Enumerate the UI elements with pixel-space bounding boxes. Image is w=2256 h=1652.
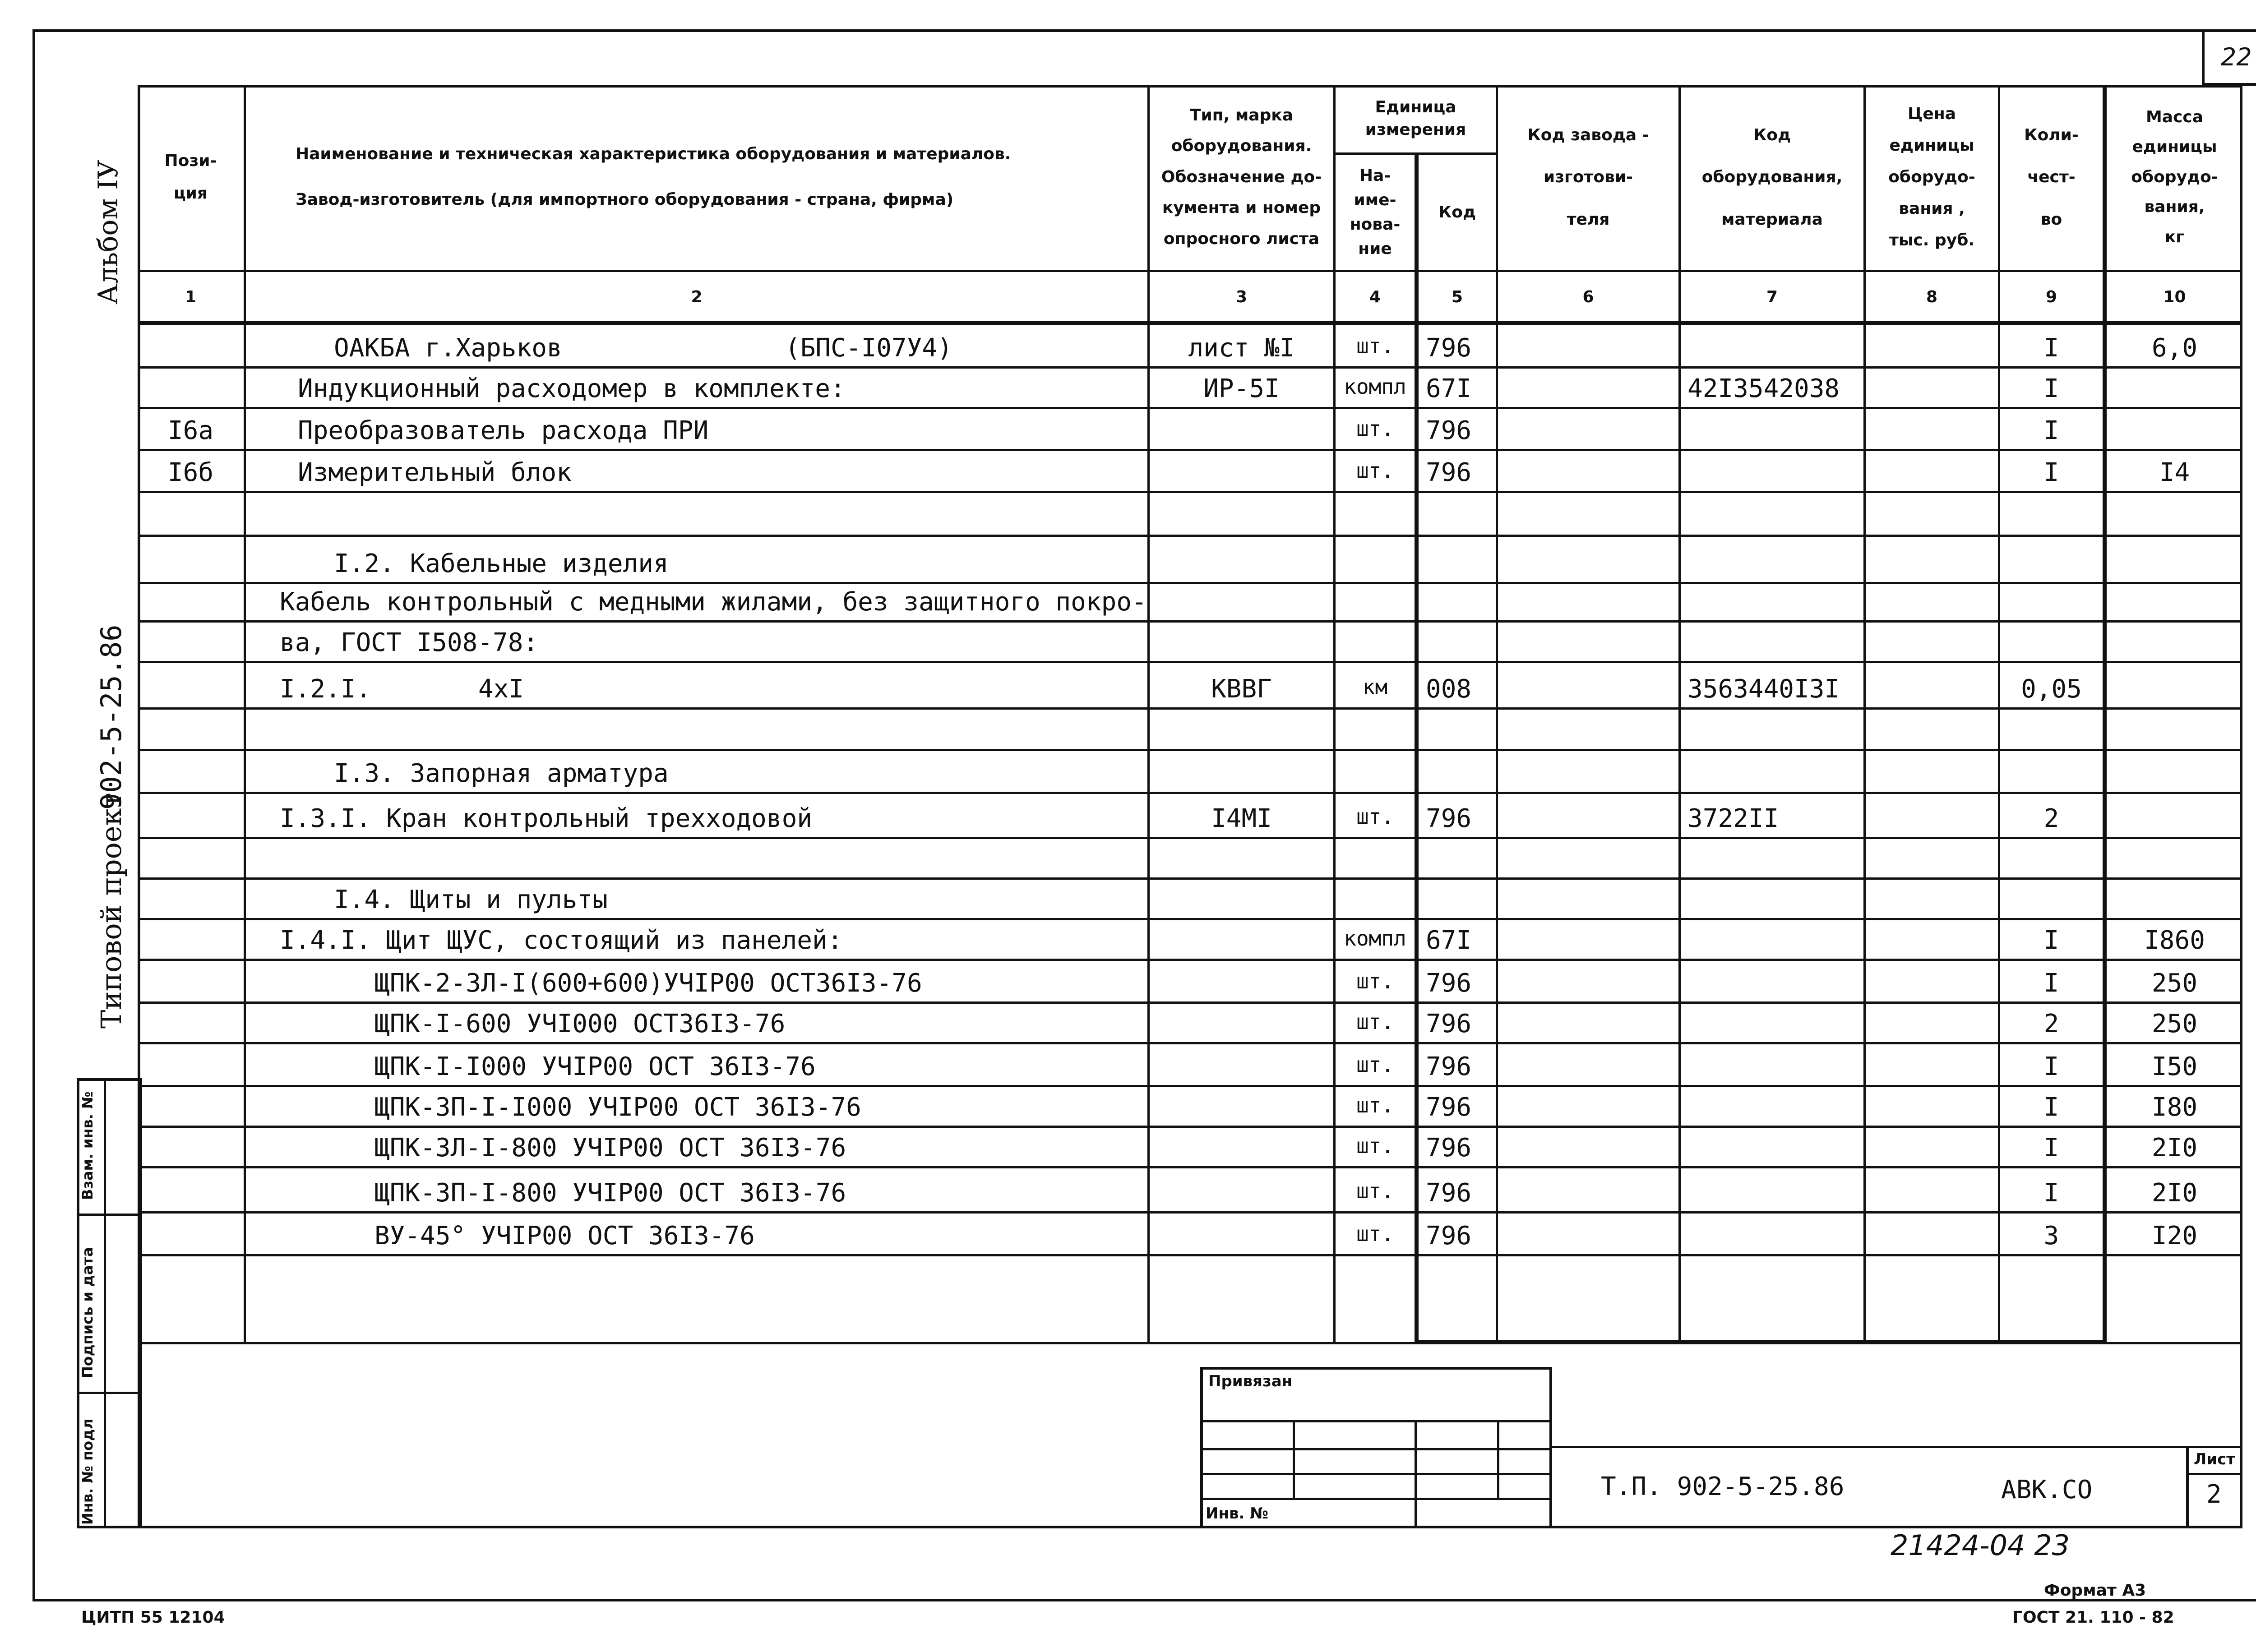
cell-name: I.3.I. Кран контрольный трехходовой <box>280 804 813 833</box>
cell-name: ЩПК-3Л-I-800 УЧIР00 ОСТ 36I3-76 <box>374 1133 846 1163</box>
privyazan-line-2 <box>1200 1448 1552 1450</box>
colnum-2: 2 <box>691 288 703 306</box>
col-line-7 <box>1863 85 1866 1343</box>
cell-name-extra: (БПС-I07У4) <box>785 333 952 363</box>
cell-name: Измерительный блок <box>298 458 572 487</box>
handwritten-number: 21424-04 23 <box>1891 1529 2070 1562</box>
list-number: 2 <box>2206 1480 2222 1509</box>
privyazan-line-4 <box>1200 1498 1552 1500</box>
row-divider <box>138 918 2242 920</box>
cell-mass: 250 <box>2151 969 2198 998</box>
colnum-bottom-line <box>138 321 2242 325</box>
cell-code: 796 <box>1426 1052 1472 1081</box>
cell-unit: шт. <box>1356 1052 1394 1077</box>
cell-name: ЩПК-2-3Л-I(600+600)УЧIР00 ОСТ36I3-76 <box>374 969 922 998</box>
cell-name: ВУ-45° УЧIР00 ОСТ 36I3-76 <box>374 1221 755 1251</box>
cell-qty: 0,05 <box>2021 674 2082 704</box>
cell-name: I.3. Запорная арматура <box>334 759 669 788</box>
cell-mass: 2I0 <box>2151 1178 2198 1208</box>
cell-qty: I <box>2043 1093 2059 1122</box>
cell-qty: I <box>2043 926 2059 955</box>
cell-unit: компл <box>1344 926 1406 951</box>
privyazan-vline-2 <box>1415 1420 1417 1528</box>
cell-mass: I20 <box>2151 1221 2198 1251</box>
cell-name-extra: 4хI <box>478 674 524 704</box>
cell-code: 796 <box>1426 1093 1472 1122</box>
colnum-4: 4 <box>1369 288 1381 306</box>
colnum-9: 9 <box>2045 288 2057 306</box>
cell-unit: км <box>1362 675 1388 699</box>
cell-qty: I <box>2043 1052 2059 1081</box>
doc-code: Т.П. 902-5-25.86 <box>1601 1472 1845 1501</box>
cell-qty: I <box>2043 374 2059 403</box>
row-divider <box>138 407 2242 409</box>
podpis-data-label: Подпись и дата <box>79 1247 96 1378</box>
cell-pos: I6а <box>167 416 214 445</box>
inv-no-label: Инв. № <box>1206 1504 1269 1523</box>
sheet-corner-number: 22 <box>2221 43 2252 71</box>
cell-code: 796 <box>1426 1009 1472 1038</box>
footer-citp: ЦИТП 55 12104 <box>81 1608 225 1627</box>
cell-mass: I50 <box>2151 1052 2198 1081</box>
cell-type: лист №I <box>1188 333 1295 363</box>
cell-mass: 2I0 <box>2151 1133 2198 1163</box>
cell-qty: I <box>2043 458 2059 487</box>
row-divider <box>138 1254 2242 1256</box>
cell-name: I.4.I. Щит ЩУС, состоящий из панелей: <box>280 926 843 955</box>
list-box-divider <box>2186 1473 2242 1475</box>
cell-unit: компл <box>1344 374 1406 399</box>
header-bottom-line <box>138 270 2242 272</box>
cell-type: КВВГ <box>1211 674 1272 704</box>
album-label: Альбом IУ <box>92 159 124 305</box>
cell-code: 796 <box>1426 804 1472 833</box>
col-line-9 <box>2103 85 2107 1343</box>
cell-qty: I <box>2043 1133 2059 1163</box>
header-col10: Масса единицы оборудо- вания, кг <box>2131 107 2218 246</box>
cell-mass: I4 <box>2159 458 2190 487</box>
header-col3: Тип, марка оборудования. Обозначение до- кумента и номер опросного листа <box>1161 106 1322 248</box>
row-divider <box>138 1042 2242 1044</box>
colnum-6: 6 <box>1582 288 1594 306</box>
list-label: Лист <box>2194 1450 2235 1468</box>
colnum-1: 1 <box>185 288 197 306</box>
cell-code: 796 <box>1426 1178 1472 1208</box>
cell-qty: I <box>2043 969 2059 998</box>
cell-unit: шт. <box>1356 1222 1394 1246</box>
cell-unit: шт. <box>1356 1179 1394 1203</box>
col-line-4 <box>1415 153 1419 1343</box>
cell-equip: 42I3542038 <box>1687 374 1840 403</box>
col-line-6 <box>1678 85 1681 1343</box>
header-col7: Код оборудования, материала <box>1701 125 1843 229</box>
cell-code: 796 <box>1426 458 1472 487</box>
cell-name: ЩПК-I-600 УЧI000 ОСТ36I3-76 <box>374 1009 786 1038</box>
cell-unit: шт. <box>1356 1010 1394 1034</box>
header-col1: Пози- ция <box>164 152 217 203</box>
cell-name: ЩПК-3П-I-I000 УЧIР00 ОСТ 36I3-76 <box>374 1093 861 1122</box>
cell-qty: 2 <box>2043 804 2059 833</box>
left-stamp-divider-2 <box>77 1392 142 1394</box>
doc-mark: АВК.СО <box>2001 1475 2093 1504</box>
privyazan-vline-3 <box>1497 1420 1499 1498</box>
row-divider <box>138 449 2242 451</box>
vzam-inv-label: Взам. инв. № <box>79 1091 96 1200</box>
privyazan-label: Привязан <box>1208 1372 1293 1390</box>
cell-type: I4МI <box>1211 804 1272 833</box>
body-bottom-line <box>138 1342 2242 1344</box>
row-divider <box>138 792 2242 794</box>
cell-name: I.4. Щиты и пульты <box>334 885 608 914</box>
cell-mass: I80 <box>2151 1093 2198 1122</box>
cell-qty: I <box>2043 1178 2059 1208</box>
header-col2: Наименование и техническая характеристика оборудования и материалов. Завод-изготовитель (для импортного оборудования - страна, фирма) <box>296 145 1011 209</box>
cell-unit: шт. <box>1356 804 1394 829</box>
row-divider <box>138 366 2242 369</box>
cell-unit: шт. <box>1356 416 1394 441</box>
cell-qty: I <box>2043 416 2059 445</box>
row-divider <box>138 749 2242 751</box>
cell-name: ва, ГОСТ I508-78: <box>280 628 539 657</box>
colnum-3: 3 <box>1235 288 1248 306</box>
row-divider <box>138 620 2242 623</box>
cell-unit: шт. <box>1356 969 1394 993</box>
cell-code: 796 <box>1426 1133 1472 1163</box>
left-stamp-divider-1 <box>77 1214 142 1216</box>
cell-name: Преобразователь расхода ПРИ <box>298 416 709 445</box>
row-divider <box>138 1166 2242 1168</box>
row-divider <box>138 877 2242 880</box>
project-type-label: Типовой проект <box>95 793 128 1029</box>
cell-code: 796 <box>1426 416 1472 445</box>
cell-qty: 2 <box>2043 1009 2059 1038</box>
cell-name: Индукционный расходомер в комплекте: <box>298 374 846 403</box>
cell-mass: 250 <box>2151 1009 2198 1038</box>
row-divider <box>138 1126 2242 1128</box>
privyazan-vline-1 <box>1293 1420 1295 1498</box>
cell-name: ЩПК-I-I000 УЧIР00 ОСТ 36I3-76 <box>374 1052 816 1081</box>
privyazan-line-1 <box>1200 1420 1552 1422</box>
header-col5: Код <box>1438 203 1476 221</box>
cell-unit: шт. <box>1356 1134 1394 1158</box>
cell-name: ОАКБА г.Харьков <box>334 333 562 363</box>
cell-equip: 3722II <box>1687 804 1779 833</box>
colnum-8: 8 <box>1926 288 1938 306</box>
cell-mass: I860 <box>2144 926 2205 955</box>
cell-name: ЩПК-3П-I-800 УЧIР00 ОСТ 36I3-76 <box>374 1178 846 1208</box>
footer-gost: ГОСТ 21. 110 - 82 <box>2012 1608 2174 1627</box>
cell-code: 67I <box>1426 374 1472 403</box>
cell-qty: I <box>2043 333 2059 363</box>
cell-equip: 3563440I3I <box>1687 674 1840 704</box>
row-divider <box>138 959 2242 961</box>
header-unit-group: Единица измерения <box>1365 97 1466 139</box>
project-number-label: 902-5-25.86 <box>95 624 128 810</box>
col-line-5 <box>1496 85 1498 1343</box>
colnum-7: 7 <box>1766 288 1778 306</box>
row-divider <box>138 582 2242 584</box>
cell-code: 796 <box>1426 333 1472 363</box>
header-col4: На- име- нова- ние <box>1350 166 1401 258</box>
row-divider <box>138 491 2242 493</box>
cell-code: 67I <box>1426 926 1472 955</box>
cell-name: I.2. Кабельные изделия <box>334 549 669 578</box>
footer-format: Формат А3 <box>2044 1581 2146 1600</box>
col-line-2 <box>1147 85 1150 1343</box>
header-col9: Коли- чест- во <box>2024 125 2079 229</box>
header-col6: Код завода - изготови- теля <box>1527 125 1649 229</box>
row-divider <box>138 837 2242 839</box>
row-divider <box>138 1085 2242 1087</box>
row-divider <box>138 1001 2242 1004</box>
row-divider <box>138 707 2242 710</box>
col-line-1 <box>244 85 246 1343</box>
row-divider <box>138 1211 2242 1214</box>
cell-qty: 3 <box>2043 1221 2059 1251</box>
inv-podl-label: Инв. № подл <box>79 1418 96 1525</box>
cell-name: Кабель контрольный с медными жилами, без защитного покро- <box>280 587 1147 617</box>
colnum-5: 5 <box>1451 288 1463 306</box>
row-divider <box>138 661 2242 663</box>
stamp-title-line <box>1552 1446 2242 1448</box>
cell-unit: шт. <box>1356 1093 1394 1117</box>
cell-type: ИР-5I <box>1203 374 1280 403</box>
cell-mass: 6,0 <box>2151 333 2198 363</box>
privyazan-line-3 <box>1200 1473 1552 1475</box>
cell-unit: шт. <box>1356 334 1394 358</box>
cell-pos: I6б <box>167 458 214 487</box>
row-divider <box>138 535 2242 537</box>
cell-code: 796 <box>1426 969 1472 998</box>
colnum-10: 10 <box>2163 288 2186 306</box>
cell-unit: шт. <box>1356 458 1394 483</box>
cell-code: 008 <box>1426 674 1472 704</box>
header-col8: Цена единицы оборудо- вания , тыс. руб. <box>1888 104 1975 250</box>
cell-code: 796 <box>1426 1221 1472 1251</box>
cell-name: I.2.I. <box>280 674 371 704</box>
left-stamp-inner-line <box>104 1078 106 1528</box>
